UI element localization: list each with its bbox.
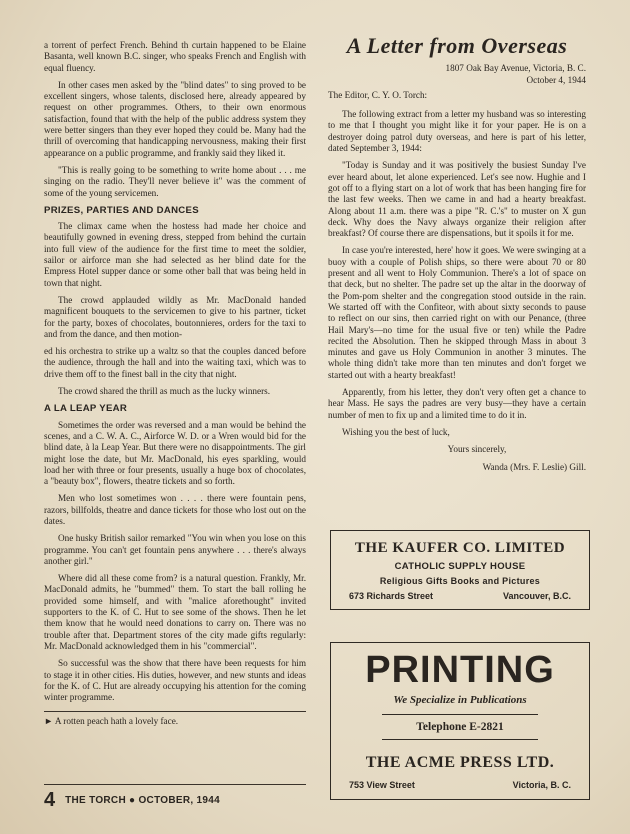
- paragraph: The following extract from a letter my husband was so interesting to me that I thought you might like it for your paper. He is on a destroyer doing patrol duty overseas, and here is part of his letter, dated September 3, 1944:: [328, 109, 586, 154]
- kaufer-advertisement: [330, 530, 590, 610]
- ad-telephone: Telephone E-2821: [416, 721, 504, 733]
- divider: [382, 739, 538, 740]
- paragraph: "Today is Sunday and it was positively the busiest Sunday I've ever heard about, let alone experienced. Let's see now. Hughie and I got off to a flying start on a lot of work that has been hanging fire for the last few weeks. Then we came in and had a hearty breakfast. Along about 11 a.m. there was a pipe "R. C.'s" to muster on X gun deck. Why does the Navy always organize their religion after breakfast? Of course there are dispensations, but it spoils it for me.: [328, 160, 586, 239]
- paragraph: a torrent of perfect French. Behind th curtain happened to be Elaine Basanta, well known B.C. singer, who speaks French and English with equal fluency.: [44, 40, 306, 73]
- page-number: 4: [44, 789, 56, 811]
- letter-address: 1807 Oak Bay Avenue, Victoria, B. C.: [445, 63, 586, 74]
- divider: [382, 714, 538, 715]
- page-footer: [44, 784, 306, 812]
- ad-city: Vancouver, B.C.: [502, 591, 571, 601]
- letter-date: October 4, 1944: [526, 74, 586, 85]
- ad-address-row: [331, 780, 589, 790]
- paragraph: So successful was the show that there have been requests for him to stage it in other cities. His duties, however, and new stunts and ideas for the K. of C. Hut are already occupying his attention for the coming winter programme.: [44, 658, 306, 703]
- paragraph: Apparently, from his letter, they don't very often get a chance to hear Mass. He says the padres are very busy—they have a certain number of men to fix up and a limited time to do it in.: [328, 387, 586, 420]
- paragraph: The crowd applauded wildly as Mr. MacDonald handed magnificent bouquets to the servicemen to give to his partner, ticket for the party, boxes of chocolates, boutonnieres, orders for the taxi to and from the dance, and then motion-: [44, 294, 306, 339]
- ad-address-row: [331, 591, 589, 601]
- ad-city: Victoria, B. C.: [512, 780, 571, 790]
- paragraph: In other cases men asked by the "blind dates" to sing proved to be excellent singers, whose talents, disclosed here, already appeared by request on other programmes. Others, to their own enormous satisfaction, found that with the help of the public address system they were better singers than they ever hoped they could be. Many had the thrill of overcoming that handicapping nervousness, making their first appearance on a public programme, and frankly said they liked it.: [44, 79, 306, 158]
- ad-headline: PRINTING: [365, 649, 555, 691]
- paragraph: "This is really going to be something to write home about . . . me singing on the radio. They'll never believe it" was the comment of some of the young servicemen.: [44, 164, 306, 198]
- section-heading: PRIZES, PARTIES AND DANCES: [44, 204, 199, 216]
- paragraph: ed his orchestra to strike up a waltz so that the couples danced before the audience, through the hall and into the waiting taxi, which was to drive them off to the finest ball in the city that night.: [44, 346, 306, 379]
- paragraph: Wishing you the best of luck,: [342, 426, 450, 437]
- ad-address: 673 Richards Street: [349, 591, 434, 601]
- proverb: ► A rotten peach hath a lovely face.: [44, 711, 306, 727]
- paragraph: The crowd shared the thrill as much as the lucky winners.: [58, 386, 271, 397]
- paragraph: Men who lost sometimes won . . . . there were fountain pens, razors, billfolds, theatre and dance tickets for those who lost out on the dates.: [44, 493, 306, 526]
- masthead: THE TORCH ● OCTOBER, 1944: [65, 795, 220, 806]
- letter-closing: Yours sincerely,: [447, 444, 507, 455]
- section-heading: A LA LEAP YEAR: [44, 403, 128, 415]
- right-column: [328, 33, 586, 479]
- ad-company-name: THE ACME PRESS LTD.: [365, 754, 555, 771]
- ad-address: 753 View Street: [349, 780, 415, 790]
- paragraph: The climax came when the hostess had made her choice and beautifully gowned in evening dress, stepped from behind the curtain into full view of the audience for the first time to meet the soldier, sailor or airforce man she had selected as her blind date for the Empress Hotel supper dance or some other ball that was being held in town that night.: [44, 221, 306, 288]
- letter-title: A Letter from Overseas: [346, 33, 568, 58]
- letter-salutation: The Editor, C. Y. O. Torch:: [328, 89, 428, 100]
- paragraph: Sometimes the order was reversed and a man would be behind the scenes, and a C. W. A. C., Airforce W. D. or a Wren would bid for the blind date, à la Leap Year. But there were no disappointments. The girl might lose the date, but Mr. MacDonald, his eyes sparkling, would load her with three or four presents, usually a huge box of chocolates, a "beauty box", flowers, theatre tickets and so forth.: [44, 419, 306, 487]
- left-column: [44, 40, 306, 734]
- ad-line: CATHOLIC SUPPLY HOUSE: [394, 561, 526, 572]
- paragraph: In case you're interested, here' how it goes. We were swinging at a buoy with a couple of Polish ships, so there were about 70 or 80 present and all went to Holy Communion. There's a lot of space on that deck, but no shelter. The padre set up the altar in the doorway of the Pom-pom shelter and the congregation stood outside in the rain. We started off with the Confiteor, with about sixty seconds to pause to reflect on our sins, then carried right on with our Penance, (three Hail Mary's—no time for the usual five or ten) while the Padre recited the Absolution. Then he skipped through Mass in about 3 minutes and gave us Holy Communion in another 3 minutes. The whole thing didn't take more than ten minutes and don't forget we started out with a hearty breakfast!: [328, 245, 586, 380]
- paragraph: Where did all these come from? is a natural question. Frankly, Mr. MacDonald admits, he "bummed" them. To start the ball rolling he provided some himself, and with "malice aforethought" invited supporters to the K. of C. Hut to see some of the shows. Then he let them know that he would need donations to carry on. There was no trouble after that. Department stores of the city made gifts regularly: Mr. MacDonald acknowledged them in his "commercial".: [44, 573, 306, 651]
- letter-signature: Wanda (Mrs. F. Leslie) Gill.: [482, 461, 586, 472]
- paragraph: One husky British sailor remarked "You win when you lose on this programme. You can't get fountain pens anywhere . . . there's always another girl.": [44, 533, 306, 566]
- ad-tagline: We Specialize in Publications: [393, 694, 527, 706]
- ad-line: Religious Gifts Books and Pictures: [379, 576, 541, 586]
- ad-company-name: THE KAUFER CO. LIMITED: [354, 540, 566, 556]
- acme-press-advertisement: [330, 642, 590, 800]
